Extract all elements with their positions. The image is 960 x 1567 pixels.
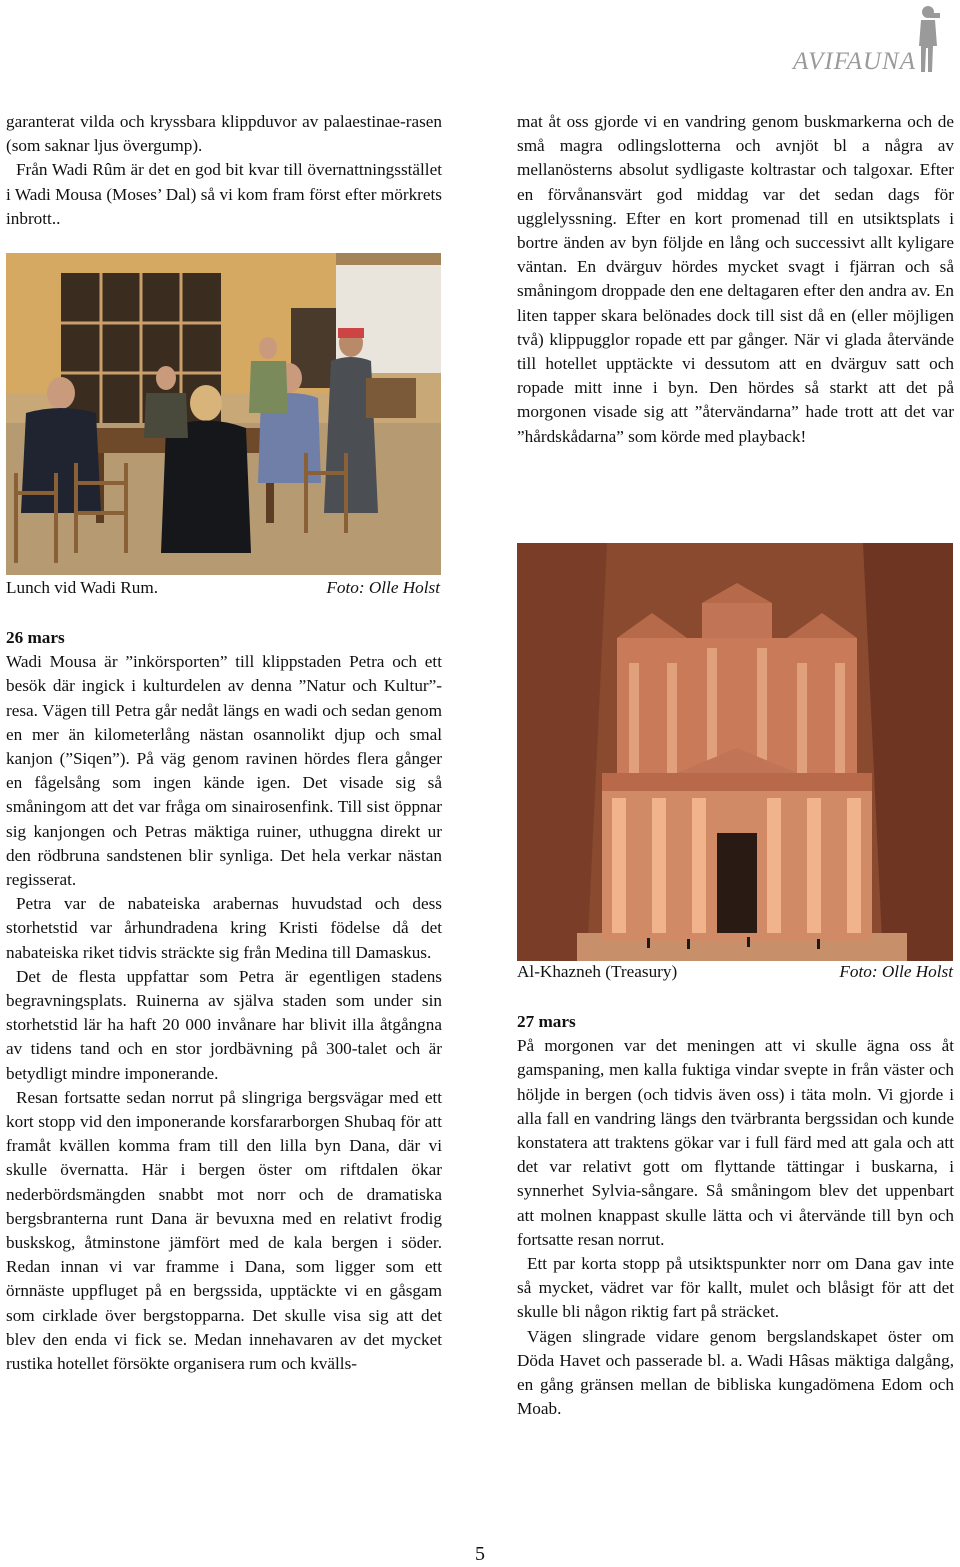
photo2-caption: [517, 962, 953, 982]
caption-text: Lunch vid Wadi Rum.: [6, 578, 159, 597]
paragraph: Ett par korta stopp på utsiktspunkter norr om Dana gav inte så mycket, vädret var för kallt, mulet och blåsigt för att det skulle bli någon riktig fart på sträcket.: [517, 1254, 954, 1322]
photo1-caption: [6, 578, 440, 598]
photo-credit: Foto: Olle Holst: [839, 962, 953, 981]
photo-credit: Foto: Olle Holst: [326, 578, 440, 597]
paragraph: På morgonen var det meningen att vi skulle ägna oss åt gamspaning, men kalla fuktiga vindar svepte in från väster och höljde in bergen (och tidvis även oss) i täta moln. Vi gjorde i alla fall en vandring längs den tvärbranta bergssidan och kunde konstatera att traktens gökar var i full färd med att gala och att det var relativt gott om flyttande tättingar i buskarna, i synnerhet Sylvia-sångare. Så småningom blev det uppenbart att molnen knappast skulle lätta och vi återvände till byn och fortsatte resan norrut.: [517, 1036, 954, 1249]
logo-text: AVIFAUNA: [793, 48, 916, 75]
treasury-photo: [517, 543, 953, 961]
right-column-top: [517, 110, 954, 449]
birdwatcher-icon: [916, 4, 942, 74]
paragraph: Från Wadi Rûm är det en god bit kvar till övernattningsstället i Wadi Mousa (Moses’ Dal) så vi kom fram först efter mörkrets inbrott..: [6, 160, 442, 228]
section-26-mars: [6, 626, 442, 1376]
avifauna-logo: [772, 4, 952, 76]
page-number: 5: [475, 1543, 485, 1565]
lunch-photo: [6, 253, 441, 575]
left-column-top: [6, 110, 442, 231]
section-27-mars: [517, 1010, 954, 1421]
paragraph: Det de flesta uppfattar som Petra är egentligen stadens begravningsplats. Ruinerna av själva staden som under sin storhetstid lär ha haft 20 000 invånare har blivit illa åtgångna av tidens tand och en stor jordbävning på 300-talet och är betydligt mindre imponerande.: [6, 966, 442, 1083]
paragraph: Resan fortsatte sedan norrut på slingriga bergsvägar med ett kort stopp vid den imponerande korsfararborgen Shubaq för att framåt kvällen komma fram till den lilla byn Dana, där vi skulle övernatta. Här i bergen öster om riftdalen ökar nederbördsmängden snabbt mot norr och de dramatiska bergsbranterna runt Dana är bevuxna med en relativt frodig buskskog, åtminstone jämfört med de kala bergen i söder. Redan innan vi var framme i Dana, som ligger som ett örnnäste uppfluget på en bergssida, upptäckte vi en gåsgam som cirklade över bergstopparna. Det skulle visa sig att det blev den enda vi fick se. Medan innehavaren av det mycket rustika hotellet försökte organisera rum och kvälls-: [6, 1087, 442, 1374]
paragraph: mat åt oss gjorde vi en vandring genom buskmarkerna och de små magra odlingslotterna och avnjöt bl a några av mellanösterns absolut sydligaste koltrastar och talgoxar. Efter en förvånansvärt god middag var det sedan dags för ugglelyssning. Efter en kort promenad till en utsiktsplats i bortre änden av byn följde en lång och successivt allt kyligare väntan. En dvärguv hördes mycket svagt i fjärran och så småningom droppade den ene deltagaren efter den andra av. En liten tapper skara belönades dock till sist då en (eller möjligen två) klippugglor ropade ett par gånger. När vi glada återvände till hotellet upptäckte vi dessutom att en dvärguv satt och ropade mitt inne i byn. Den hördes så starkt att det på morgonen visade sig att ”återvändarna” hade trott att det var ”hårdskådarna” som körde med playback!: [517, 112, 954, 446]
paragraph: garanterat vilda och kryssbara klippduvor av palaestinae-rasen (som saknar ljus övergump).: [6, 112, 442, 156]
paragraph: Vägen slingrade vidare genom bergslandskapet öster om Döda Havet och passerade bl. a. Wadi Hâsas mäktiga dalgång, en gång gränsen mellan de bibliska kungadömena Edom och Moab.: [517, 1326, 954, 1419]
paragraph: Wadi Mousa är ”inkörsporten” till klippstaden Petra och ett besök där ingick i kulturdelen av denna ”Natur och Kultur”-resa. Vägen till Petra går nedåt längs en wadi och sedan genom en mer än kilometerlång nästan osannolikt djup och smal kanjon (”Siqen”). På väg genom ravinen hördes flera gånger en fågelsång som ingen kände igen. Det visade sig så småningom att det var fråga om sinairosenfink. Till sist öppnar sig kanjongen och Petras mäktiga ruiner, uthuggna direkt ur den rödbruna sandstenen blir synliga. Det hela verkar nästan regisserat.: [6, 652, 442, 890]
section-heading: 27 mars: [517, 1012, 576, 1031]
caption-text: Al-Khazneh (Treasury): [517, 962, 678, 981]
paragraph: Petra var de nabateiska arabernas huvudstad och dess storhetstid var århundradena kring Kristi födelse då det nabateiska riket tidvis sträckte sig från Medina till Damaskus.: [6, 894, 442, 962]
section-heading: 26 mars: [6, 628, 65, 647]
